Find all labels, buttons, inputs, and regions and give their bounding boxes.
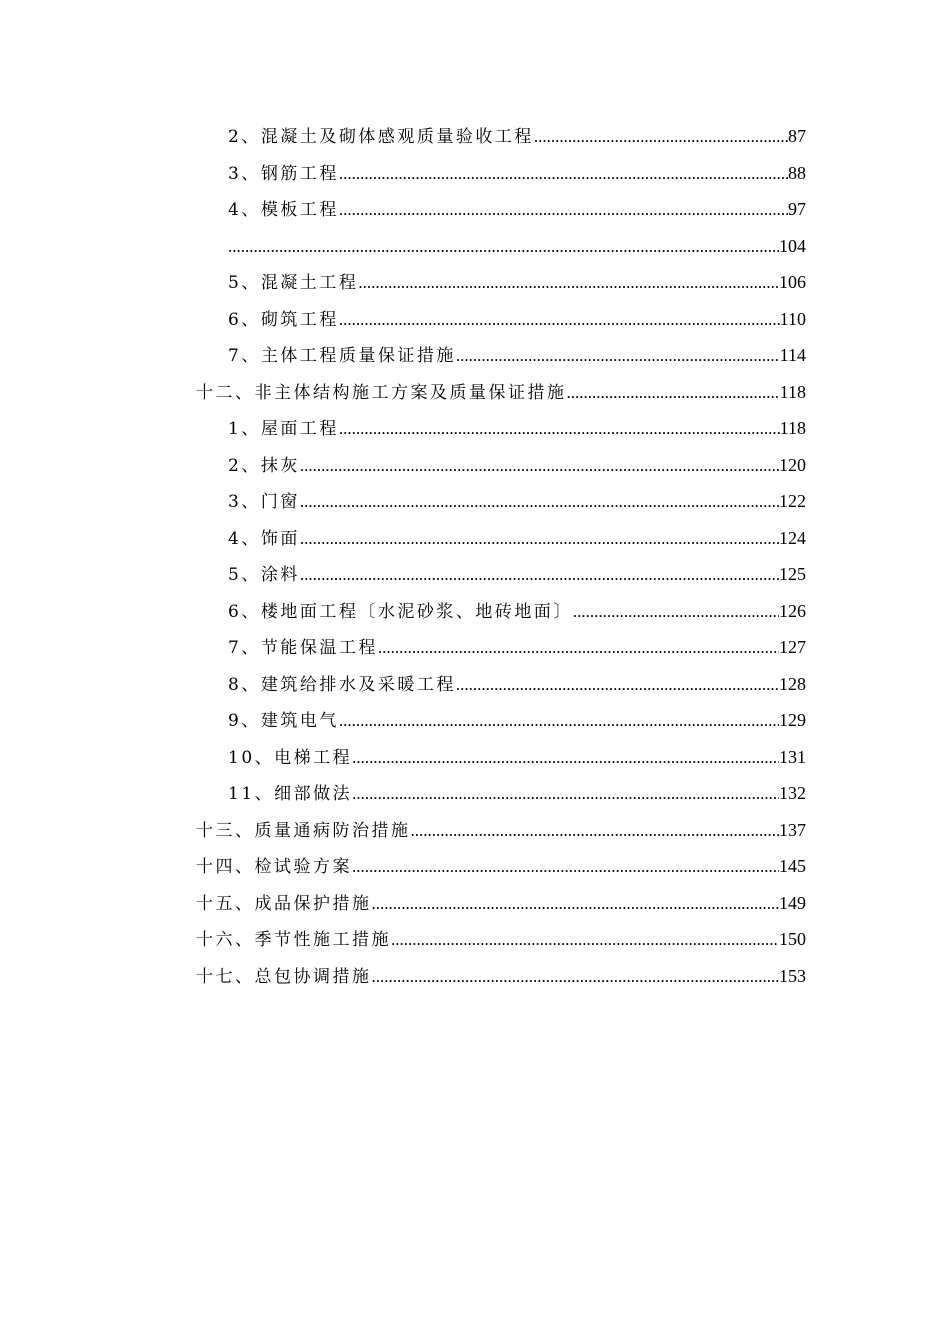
toc-page-number: 87: [788, 126, 806, 146]
toc-entry[interactable]: [228, 629, 806, 665]
toc-dot-leader: [339, 703, 779, 739]
toc-dot-leader: [411, 813, 780, 849]
toc-entry[interactable]: [228, 264, 806, 300]
toc-entry-label: 9、建筑电气: [228, 711, 339, 731]
toc-entry-label: 7、主体工程质量保证措施: [228, 346, 456, 366]
toc-page-number: 110: [779, 308, 806, 329]
toc-dot-leader: [352, 740, 779, 776]
toc-entry-label: 10、电梯工程: [228, 747, 353, 768]
toc-page-number: 118: [779, 418, 806, 438]
toc-page-number: 124: [779, 527, 806, 548]
toc-page-number: 149: [779, 892, 806, 913]
toc-dot-leader: [534, 119, 788, 155]
toc-dot-leader: [352, 776, 779, 812]
toc-entry[interactable]: [228, 155, 806, 191]
toc-dot-leader: [372, 886, 780, 922]
toc-dot-leader: [339, 411, 780, 447]
toc-entry[interactable]: [196, 374, 806, 410]
toc-entry[interactable]: [228, 593, 806, 629]
toc-entry[interactable]: [196, 885, 806, 921]
toc-page-number: 104: [779, 235, 806, 256]
toc-entry-label: 7、节能保温工程: [228, 638, 378, 658]
toc-entry-label: 2、抹灰: [228, 455, 300, 476]
toc-entry-label: 十二、非主体结构施工方案及质量保证措施: [196, 382, 567, 403]
toc-dot-leader: [456, 667, 779, 703]
toc-entry-label: 4、模板工程: [228, 200, 339, 220]
toc-page-number: 106: [779, 272, 806, 292]
toc-page-number: 97: [788, 199, 806, 219]
toc-page-number: 137: [779, 819, 806, 840]
toc-entry-label: 3、钢筋工程: [228, 163, 339, 184]
toc-entry[interactable]: [228, 702, 806, 738]
toc-entry[interactable]: [228, 337, 806, 373]
toc-page-number: 132: [779, 783, 806, 803]
toc-entry-label: 十六、季节性施工措施: [196, 930, 391, 950]
toc-dot-leader: [300, 448, 779, 484]
toc-page-number: 126: [779, 600, 806, 621]
toc-entry-label: 6、楼地面工程〔水泥砂浆、地砖地面〕: [228, 601, 573, 622]
toc-dot-leader: [391, 922, 779, 958]
toc-page-number: 150: [779, 929, 806, 949]
toc-dot-leader: [339, 192, 788, 228]
toc-entry-label: 十七、总包协调措施: [196, 966, 372, 987]
toc-entry-label: 1、屋面工程: [228, 419, 339, 439]
toc-entry-label: 5、混凝土工程: [228, 273, 359, 293]
toc-entry[interactable]: [196, 921, 806, 957]
toc-entry-label: 十四、检试验方案: [196, 857, 352, 877]
toc-page-number: 114: [779, 345, 806, 365]
toc-dot-leader: [300, 521, 779, 557]
toc-page-number: 120: [779, 454, 806, 475]
toc-entry[interactable]: [228, 447, 806, 483]
toc-dot-leader: [352, 849, 779, 885]
toc-page-number: 145: [779, 856, 806, 876]
toc-entry-label: 3、门窗: [228, 492, 300, 512]
toc-entry[interactable]: [228, 228, 806, 264]
toc-dot-leader: [339, 156, 788, 192]
toc-page-number: 153: [779, 965, 806, 986]
toc-entry[interactable]: [228, 191, 806, 227]
toc-page-number: 131: [779, 746, 806, 767]
toc-entry-label: 6、砌筑工程: [228, 309, 339, 330]
toc-page-number: 122: [779, 491, 806, 511]
toc-entry-label: 8、建筑给排水及采暖工程: [228, 674, 456, 695]
toc-entry[interactable]: [228, 739, 806, 775]
toc-dot-leader: [372, 959, 780, 995]
toc-dot-leader: [300, 557, 779, 593]
toc-page-number: 118: [779, 381, 806, 402]
toc-entry[interactable]: [228, 775, 806, 811]
toc-entry-label: 2、混凝土及砌体感观质量验收工程: [228, 127, 534, 147]
toc-entry-label: 4、饰面: [228, 528, 300, 549]
toc-entry[interactable]: [196, 812, 806, 848]
toc-entry[interactable]: [228, 483, 806, 519]
toc-entry[interactable]: [228, 410, 806, 446]
toc-entry-label: 5、涂料: [228, 565, 300, 585]
toc-page-number: 129: [779, 710, 806, 730]
toc-entry[interactable]: [196, 848, 806, 884]
toc-dot-leader: [567, 375, 780, 411]
toc-page-number: 125: [779, 564, 806, 584]
toc-entry[interactable]: [228, 666, 806, 702]
toc-entry[interactable]: [228, 520, 806, 556]
toc-dot-leader: [228, 229, 779, 265]
toc-dot-leader: [378, 630, 779, 666]
toc-dot-leader: [300, 484, 779, 520]
toc-dot-leader: [339, 302, 780, 338]
toc-entry-label: 11、细部做法: [228, 784, 353, 804]
toc-entry[interactable]: [228, 301, 806, 337]
toc-entry-label: 十五、成品保护措施: [196, 893, 372, 914]
toc-entry[interactable]: [196, 958, 806, 994]
toc-entry[interactable]: [228, 118, 806, 154]
toc-dot-leader: [358, 265, 779, 301]
toc-dot-leader: [456, 338, 780, 374]
toc-page-number: 127: [779, 637, 806, 657]
toc-dot-leader: [573, 594, 779, 630]
toc-page-number: 88: [788, 162, 806, 183]
toc-entry[interactable]: [228, 556, 806, 592]
toc-page-number: 128: [779, 673, 806, 694]
toc-entry-label: 十三、质量通病防治措施: [196, 820, 411, 841]
